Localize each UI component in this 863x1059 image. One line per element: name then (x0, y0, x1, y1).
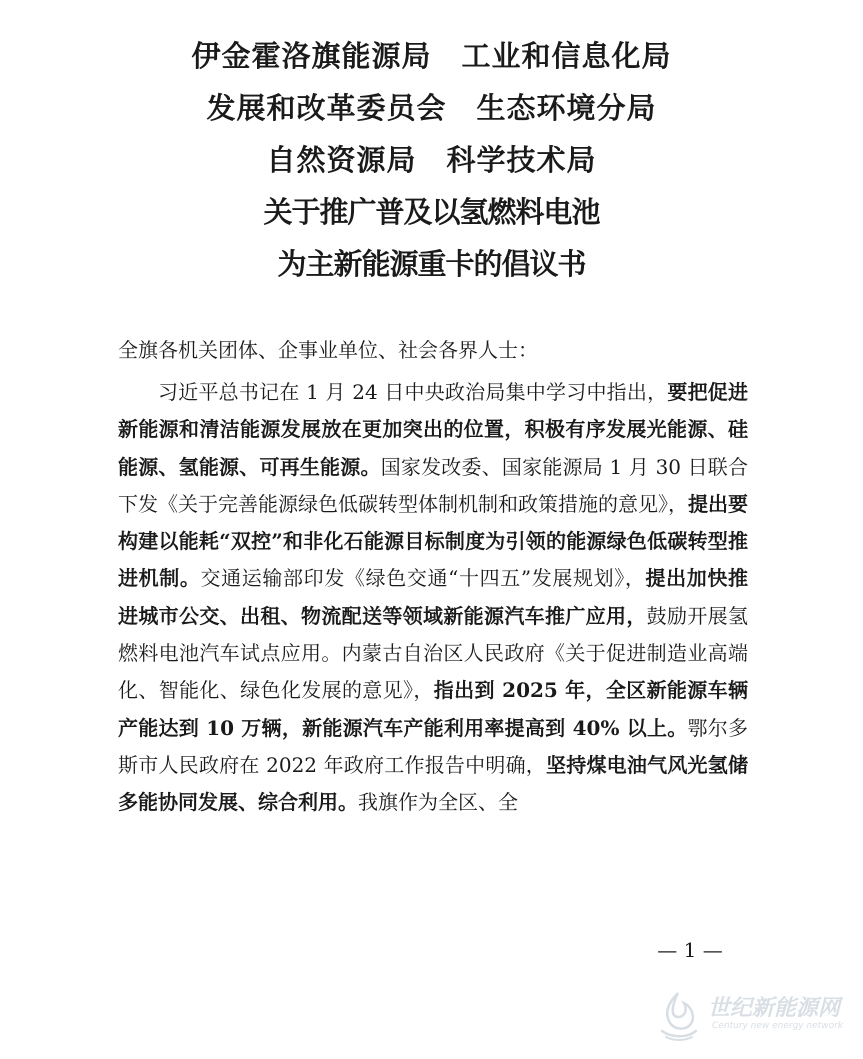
body-sentence-5: 交通运输部印发《绿色交通“十四五”发展规划》， (200, 566, 646, 591)
watermark-text: 世纪新能源网 (708, 996, 841, 1021)
body-emphasis-5: 坚持煤电油气风光氢储多能协同发展、综合利用。 (118, 752, 748, 815)
header-line-5: 为主新能源重卡的倡议书 (277, 247, 586, 281)
header-line-3: 自然资源局 科学技术局 (266, 143, 597, 177)
flame-swirl-logo-icon (650, 987, 706, 1043)
header-line-2: 发展和改革委员会 生态环境分局 (206, 91, 657, 125)
salutation: 全旗各机关团体、企事业单位、社会各界人士： (118, 338, 538, 362)
body-emphasis-1: 要把促进新能源和清洁能源发展放在更加突出的位置，积极有序发展光能源、硅能源、氢能源、可再生能源。 (118, 380, 749, 479)
watermark (650, 985, 860, 1045)
body-paragraph (118, 374, 748, 822)
page-number: — 1 — (657, 938, 723, 962)
body-emphasis-3: 提出加快推进城市公交、出租、物流配送等领域新能源汽车推广应用， (118, 566, 749, 628)
header-line-4: 关于推广普及以氢燃料电池 (263, 195, 600, 229)
watermark-subtext: Century new energy network (712, 1021, 844, 1031)
body-sentence-9: 鄂尔多斯市人民政府在 2022 年政府工作报告中明确， (118, 715, 748, 777)
header-line-1: 伊金霍洛旗能源局 工业和信息化局 (191, 39, 672, 73)
body-sentence-11: 我旗作为全区、全 (358, 790, 518, 815)
body-emphasis-2: 提出要构建以能耗“双控”和非化石能源目标制度为引领的能源绿色低碳转型推进机制。 (118, 491, 748, 591)
body-sentence-1: 习近平总书记在 1 月 24 日中央政治局集中学习中指出， (158, 380, 668, 404)
body-emphasis-4: 指出到 2025 年，全区新能源车辆产能达到 10 万辆，新能源汽车产能利用率提高到 40% 以上。 (118, 678, 749, 740)
body-sentence-3: 国家发改委、国家能源局 1 月 30 日联合下发《关于完善能源绿色低碳转型体制机制和政策措施的意见》， (118, 454, 749, 516)
document-header (0, 30, 863, 290)
body-sentence-7: 鼓励开展氢燃料电池汽车试点应用。内蒙古自治区人民政府《关于促进制造业高端化、智能化、绿色化发展的意见》， (118, 603, 749, 703)
